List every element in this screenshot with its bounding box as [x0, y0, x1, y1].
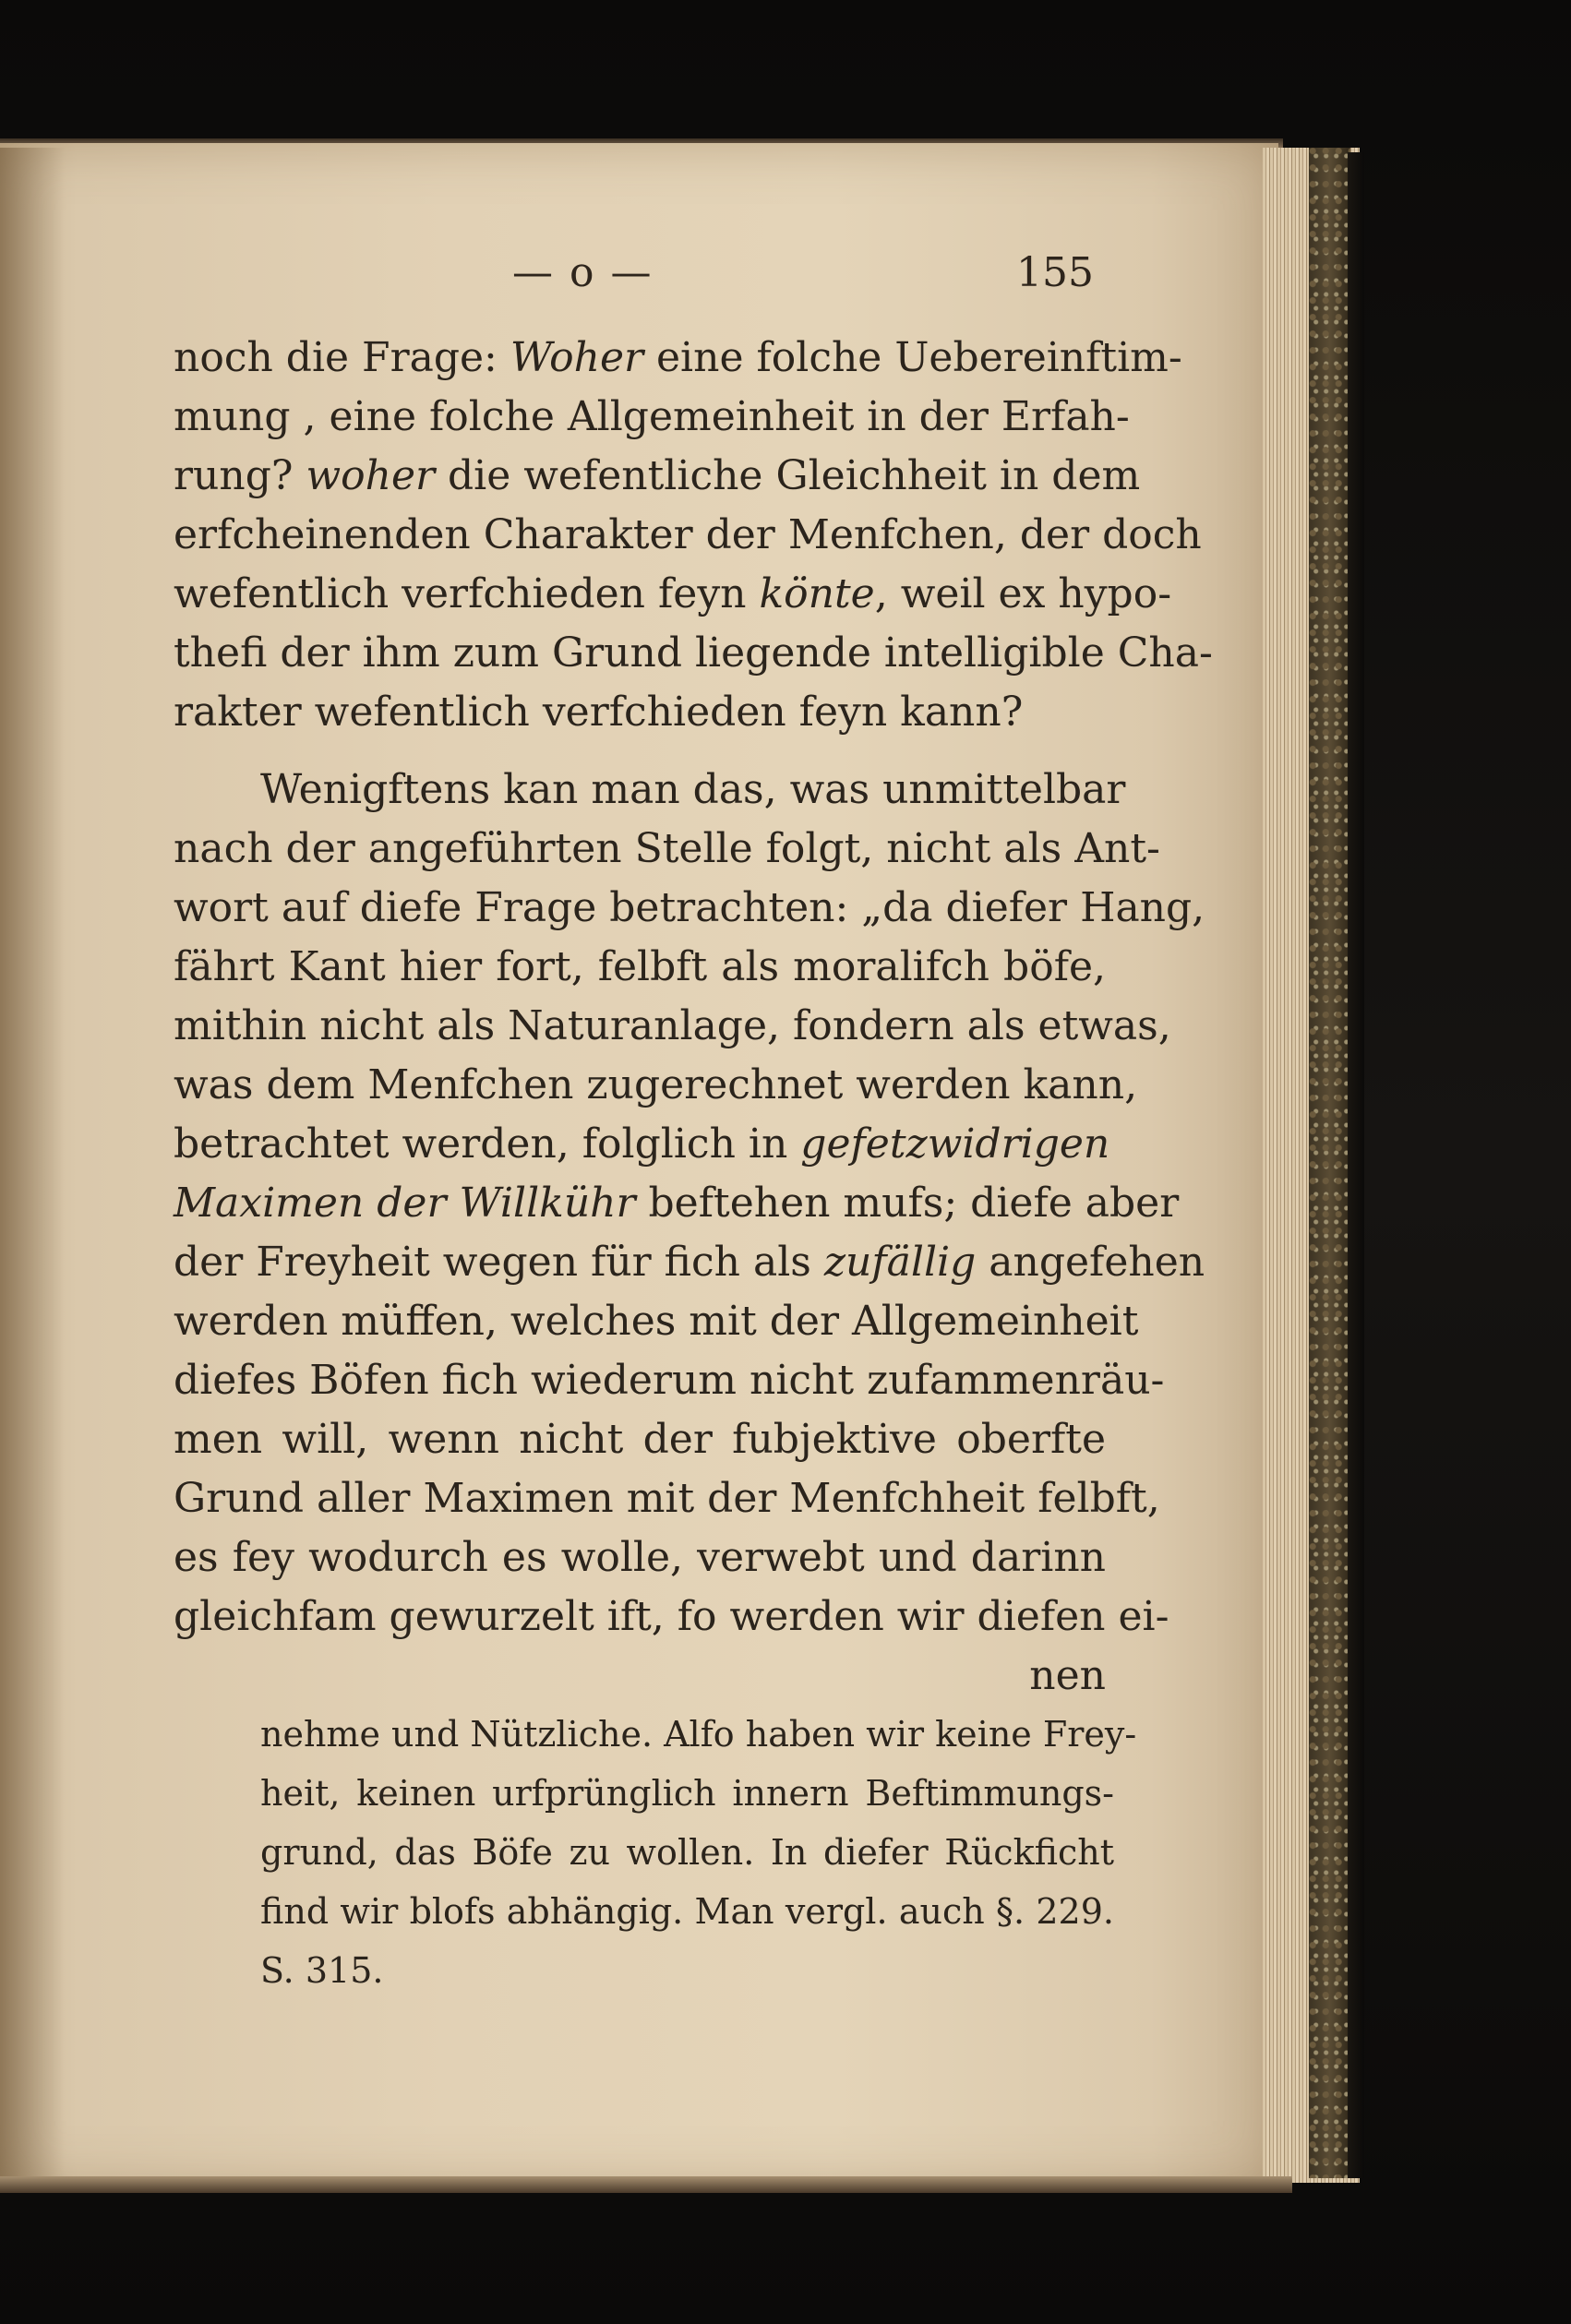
text-line: men will, wenn nicht der fubjektive oberfte	[174, 1416, 1106, 1463]
text-line: mithin nicht als Naturanlage, fondern als etwas,	[174, 1002, 1171, 1049]
footnote-line: heit, keinen urfprünglich innern Beftimmungs-	[260, 1773, 1114, 1814]
text-line: wort auf diefe Frage betrachten: „da diefer Hang,	[174, 884, 1205, 931]
text-line: thefi der ihm zum Grund liegende intelligible Cha-	[174, 629, 1213, 677]
text-line: es fey wodurch es wolle, verwebt und darinn	[174, 1534, 1106, 1581]
running-header	[512, 249, 1094, 305]
text-line: Grund aller Maximen mit der Menfchheit felbft,	[174, 1475, 1160, 1522]
page-bottom-edge	[0, 2176, 1292, 2193]
text-line: diefes Böfen fich wiederum nicht zufammenräu-	[174, 1357, 1165, 1404]
text-line: gleichfam gewurzelt ift, fo werden wir diefen ei-	[174, 1593, 1169, 1640]
text-line: was dem Menfchen zugerechnet werden kann,	[174, 1061, 1138, 1108]
text-line: rakter wefentlich verfchieden feyn kann?	[174, 689, 1024, 736]
text-line: erfcheinenden Charakter der Menfchen, der doch	[174, 511, 1202, 558]
text-line: werden müffen, welches mit der Allgemeinheit	[174, 1298, 1139, 1345]
text-line: wefentlich verfchieden feyn könte, weil ex hypo-	[174, 570, 1172, 617]
gutter-shadow	[0, 148, 65, 2178]
footnote-line: find wir blofs abhängig. Man vergl. auch §. 229.	[260, 1891, 1114, 1932]
footnote-line: S. 315.	[260, 1950, 384, 1991]
footnote-line: grund, das Böfe zu wollen. In diefer Rückficht	[260, 1832, 1114, 1873]
cover-shadow	[1348, 152, 1364, 2178]
text-line: betrachtet werden, folglich in gefetzwidrigen	[174, 1120, 1110, 1168]
page-number: 155	[1016, 249, 1094, 296]
text-line: nach der angeführten Stelle folgt, nicht als Ant-	[174, 825, 1160, 872]
header-ornament: — o —	[512, 249, 654, 296]
book-cover-edge	[1309, 148, 1350, 2178]
footnote-line: nehme und Nützliche. Alfo haben wir keine Frey-	[260, 1714, 1137, 1755]
catchword: nen	[1029, 1652, 1106, 1699]
text-line: der Freyheit wegen für fich als zufällig angefehen	[174, 1239, 1205, 1286]
text-line: noch die Frage: Woher eine folche Uebereinftim-	[174, 334, 1182, 381]
text-line: Maximen der Willkühr beftehen mufs; diefe aber	[174, 1180, 1180, 1227]
text-line: rung? woher die wefentliche Gleichheit in dem	[174, 452, 1141, 499]
text-line: mung , eine folche Allgemeinheit in der Erfah-	[174, 393, 1130, 440]
text-line: fährt Kant hier fort, felbft als moralifch böfe,	[174, 943, 1106, 990]
text-line: Wenigftens kan man das, was unmittelbar	[260, 766, 1126, 813]
